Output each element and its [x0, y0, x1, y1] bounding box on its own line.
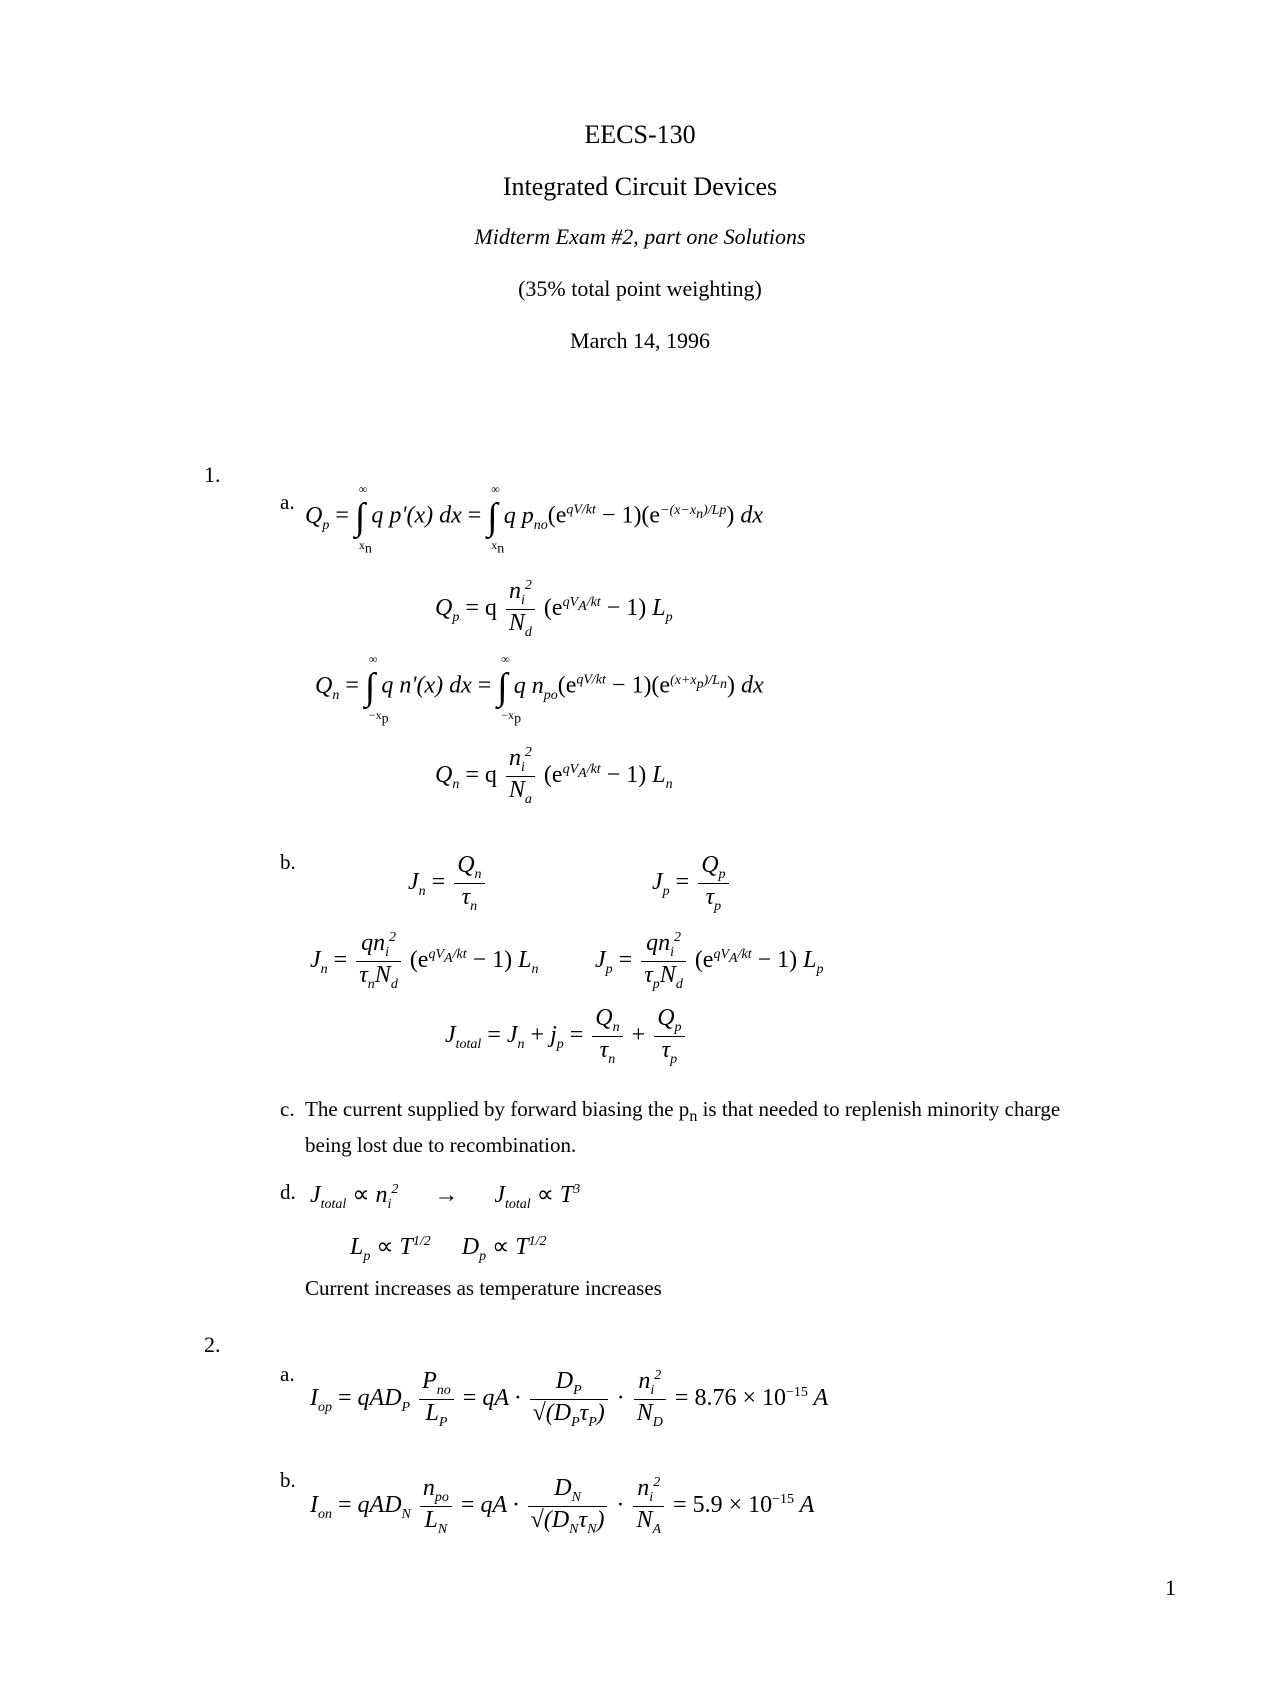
problem-1c-text: The current supplied by forward biasing the $p_n$ is that needed to replenish minority charge being lost due to recombination. [305, 1097, 1061, 1158]
problem-1a-label: a. [280, 490, 295, 514]
equation-jn-def: $J_n$ = $\frac{Q_n}{\tau_n}$ [408, 852, 488, 915]
equation-qn-integral: $Q_n$ = ∫ ∞ $-x_p$ q n'(x) dx = ∫ ∞ $-x_p$ q $n_{po}(e^{qV/kt} - 1)(e^{(x+x_p)/L_n})$ dx [315, 652, 764, 727]
problem-1d-label: d. [280, 1180, 296, 1204]
exam-subtitle: Midterm Exam #2, part one Solutions [474, 224, 806, 249]
equation-iop: $I_{op} = qAD_P$ $\frac{P_{no}}{L_P}$ = qA · $\frac{D_P}{√(D_P\tau_P)}$ · $\frac{n_i^2}{N_D}$ = $8.76 \times 10^{-15}$ A [310, 1368, 829, 1430]
equation-jn-result: $J_n$ = $\frac{qn_i^2}{\tau_nN_d}$ $(e^{qV_A/kt} - 1)$ $L_n$ [310, 930, 539, 992]
equation-jtotal: $J_{total} = J_n + j_p$ = $\frac{Q_n}{\tau_n}$ + $\frac{Q_p}{\tau_p}$ [445, 1005, 688, 1068]
problem-1c-label: c. [280, 1097, 295, 1121]
problem-2-number: 2. [204, 1332, 221, 1357]
problem-2a-label: a. [280, 1362, 295, 1386]
equation-qp-result: $Q_p = q$ $\frac{n_i^2}{N_d}$ $(e^{qV_A/kt} - 1)$ $L_p$ [435, 578, 673, 640]
problem-2b-label: b. [280, 1468, 296, 1492]
equation-qp-integral: $Q_p$ = ∫ ∞ $x_n$ q p'(x) dx = ∫ ∞ $x_n$ q $p_{no}(e^{qV/kt} - 1)(e^{-(x-x_n)/Lp})$ dx [305, 482, 764, 557]
equation-jtotal-prop: $J_{total} \propto n_i^2 \to J_{total} \propto T^3$ [310, 1182, 581, 1212]
course-code: EECS-130 [584, 120, 696, 149]
problem-1-number: 1. [204, 462, 221, 487]
equation-qn-result: $Q_n = q$ $\frac{n_i^2}{N_a}$ $(e^{qV_A/kt} - 1)$ $L_n$ [435, 745, 673, 807]
problem-1b-label: b. [280, 850, 296, 874]
equation-jp-def: $J_p$ = $\frac{Q_p}{\tau_p}$ [652, 852, 732, 915]
page-title: Integrated Circuit Devices [502, 172, 778, 201]
exam-date: March 14, 1996 [570, 328, 710, 353]
page-number: 1 [1165, 1575, 1176, 1600]
point-weighting: (35% total point weighting) [518, 276, 762, 301]
equation-jp-result: $J_p$ = $\frac{qn_i^2}{\tau_pN_d}$ $(e^{qV_A/kt} - 1)$ $L_p$ [595, 930, 824, 992]
problem-1d-conclusion: Current increases as temperature increases [305, 1276, 662, 1300]
equation-ion: $I_{on} = qAD_N$ $\frac{n_{po}}{L_N}$ = qA · $\frac{D_N}{√(D_N\tau_N)}$ · $\frac{n_i^2}{N_A}$ = $5.9 \times 10^{-15}$ A [310, 1475, 815, 1537]
equation-lp-dp-prop: $L_p \propto T^{1/2}$ $D_p \propto T^{1/2}$ [350, 1234, 547, 1264]
